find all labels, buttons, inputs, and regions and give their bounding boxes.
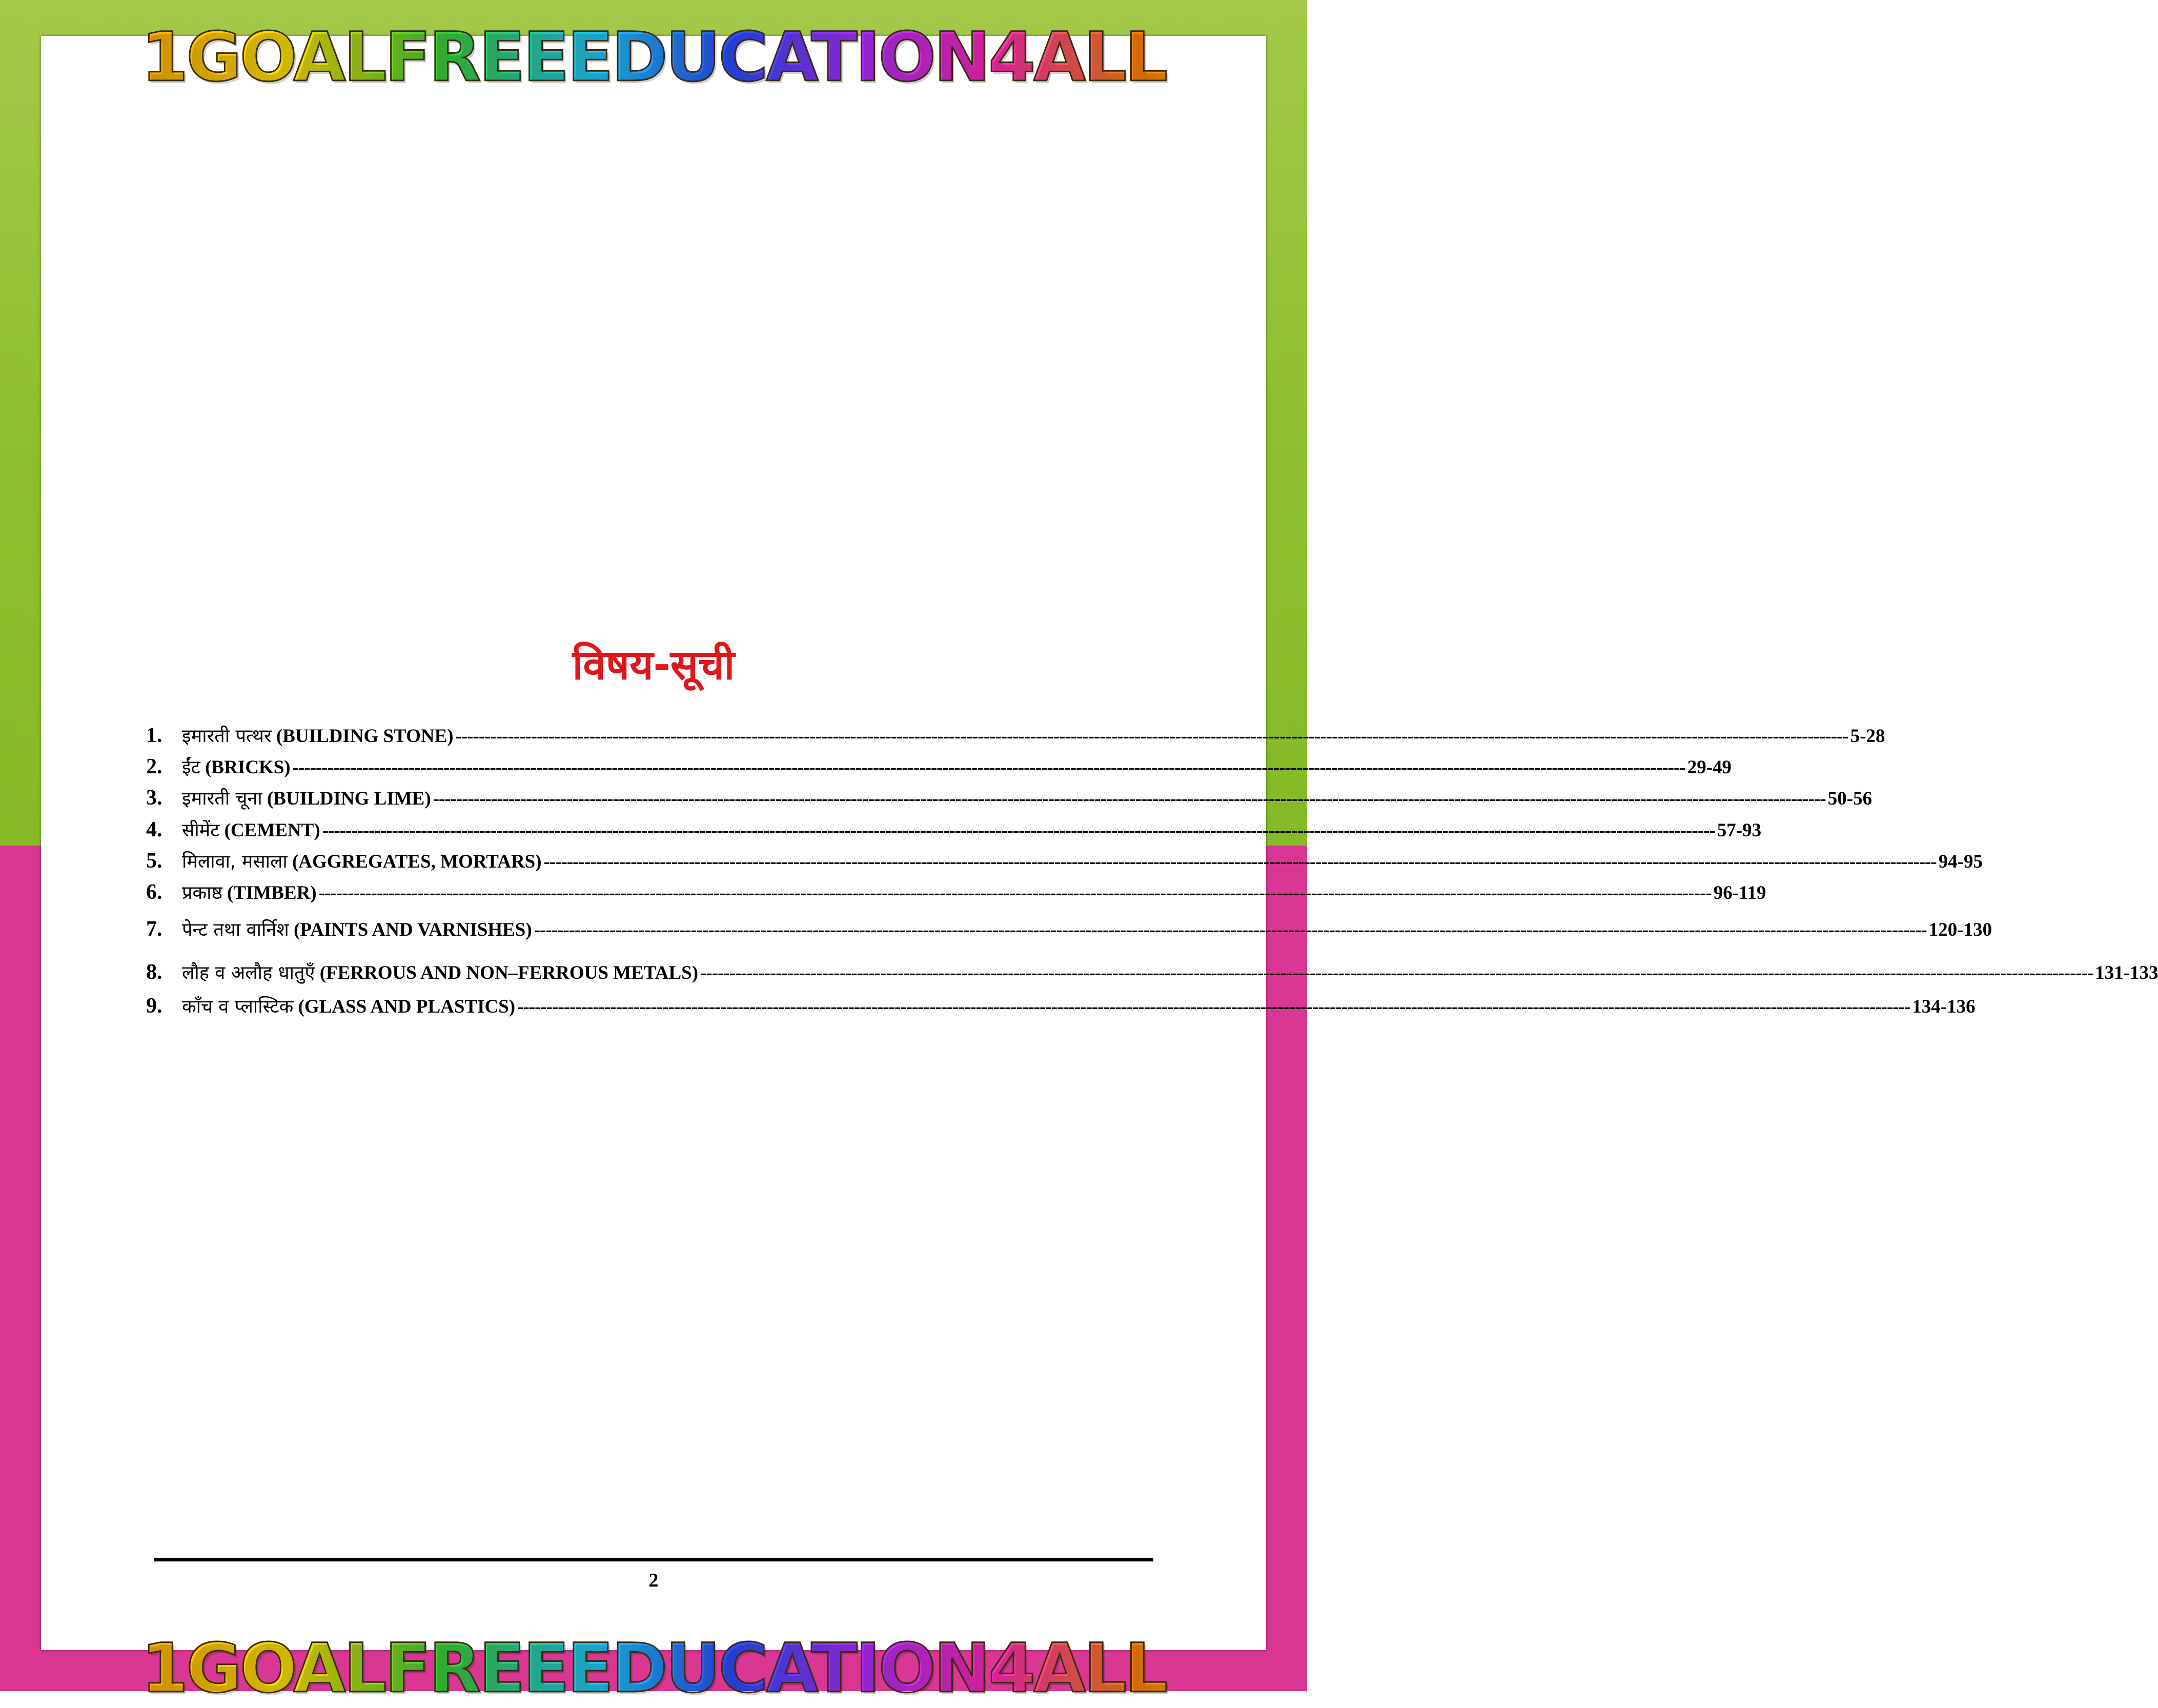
toc-item-number: 9. xyxy=(146,994,162,1018)
toc-item-number: 1. xyxy=(146,724,162,747)
toc-leader-dashes: ------------------------------------------------------------------------------------------------------------------------------------------------------------------------------------------------------------------------------------------------ xyxy=(433,788,1826,809)
toc-leader-dashes: ------------------------------------------------------------------------------------------------------------------------------------------------------------------------------------------------------------------------------------------------ xyxy=(543,851,1937,872)
toc-item-english: (BRICKS) xyxy=(205,757,291,778)
toc-item-title xyxy=(182,993,515,1018)
toc-item-pages: 57-93 xyxy=(1717,820,1762,841)
toc-item-hindi: काँच व प्लास्टिक xyxy=(182,996,294,1017)
toc-item-pages: 131-133 xyxy=(2095,962,2158,983)
toc-item-number: 5. xyxy=(146,849,162,873)
toc-item-pages: 50-56 xyxy=(1827,788,1872,809)
toc-item-title xyxy=(182,959,698,984)
toc-item-number: 2. xyxy=(146,755,162,778)
toc-item xyxy=(146,993,1976,1024)
toc-item-hindi: पेन्ट तथा वार्निश xyxy=(182,919,289,940)
toc-item-hindi: प्रकाष्ठ xyxy=(182,882,222,903)
toc-item xyxy=(146,959,2158,990)
toc-item-title xyxy=(182,723,454,748)
toc-item-pages: 120-130 xyxy=(1928,919,1992,940)
toc-item-english: (FERROUS AND NON–FERROUS METALS) xyxy=(319,962,699,983)
toc-item-english: (BUILDING STONE) xyxy=(276,726,454,747)
toc-item-title xyxy=(182,817,320,842)
toc-item-pages: 134-136 xyxy=(1912,996,1976,1017)
toc-item-title xyxy=(182,916,532,941)
toc-item-english: (PAINTS AND VARNISHES) xyxy=(294,919,532,940)
toc-item-pages: 29-49 xyxy=(1687,757,1732,778)
toc-item xyxy=(146,817,1762,848)
toc-item-english: (TIMBER) xyxy=(227,882,317,903)
toc-leader-dashes: ------------------------------------------------------------------------------------------------------------------------------------------------------------------------------------------------------------------------------------------------ xyxy=(292,757,1685,778)
toc-item-hindi: लौह व अलौह धातुएँ xyxy=(182,962,315,983)
toc-item-english: (BUILDING LIME) xyxy=(267,788,431,809)
toc-leader-dashes: ------------------------------------------------------------------------------------------------------------------------------------------------------------------------------------------------------------------------------------------------ xyxy=(517,996,1910,1017)
page-number: 2 xyxy=(648,1570,659,1591)
toc-item-number: 7. xyxy=(146,917,162,941)
footer-rule xyxy=(154,1558,1153,1561)
toc-item-pages: 94-95 xyxy=(1938,851,1983,872)
toc-item-english: (GLASS AND PLASTICS) xyxy=(298,996,516,1017)
banner-top-logo: 1GOALFREEEDUCATION4ALL xyxy=(0,24,1307,95)
toc-item xyxy=(146,848,1983,879)
toc-item-hindi: ईंट xyxy=(182,757,200,778)
toc-item xyxy=(146,879,1766,910)
toc-item-title xyxy=(182,879,317,904)
toc-item-number: 8. xyxy=(146,960,162,984)
toc-item-number: 6. xyxy=(146,880,162,904)
toc-item-hindi: इमारती चूना xyxy=(182,788,262,809)
toc-item-title xyxy=(182,754,291,779)
toc-item-number: 4. xyxy=(146,818,162,841)
toc-leader-dashes: ------------------------------------------------------------------------------------------------------------------------------------------------------------------------------------------------------------------------------------------------ xyxy=(455,726,1848,747)
toc-item-title xyxy=(182,785,431,810)
toc-item-hindi: मिलावा, मसाला xyxy=(182,851,288,872)
toc-item-english: (AGGREGATES, MORTARS) xyxy=(292,851,542,872)
toc-item xyxy=(146,916,1992,947)
toc-item xyxy=(146,723,1885,753)
toc-item-pages: 96-119 xyxy=(1713,882,1766,903)
toc-item-hindi: इमारती पत्थर xyxy=(182,726,272,747)
toc-leader-dashes: ------------------------------------------------------------------------------------------------------------------------------------------------------------------------------------------------------------------------------------------------ xyxy=(318,882,1712,903)
toc-title: विषय-सूची xyxy=(572,641,735,689)
toc-item-hindi: सीमेंट xyxy=(182,820,220,841)
toc-item xyxy=(146,785,1872,816)
toc-item-pages: 5-28 xyxy=(1850,726,1885,747)
toc-item xyxy=(146,754,1732,785)
toc-leader-dashes: ------------------------------------------------------------------------------------------------------------------------------------------------------------------------------------------------------------------------------------------------ xyxy=(534,919,1927,940)
toc-item-number: 3. xyxy=(146,786,162,810)
toc-item-english: (CEMENT) xyxy=(224,820,320,841)
toc-item-title xyxy=(182,848,542,873)
toc-leader-dashes: ------------------------------------------------------------------------------------------------------------------------------------------------------------------------------------------------------------------------------------------------ xyxy=(322,820,1715,841)
banner-bottom-logo: 1GOALFREEEDUCATION4ALL xyxy=(0,1635,1307,1691)
toc-leader-dashes: ------------------------------------------------------------------------------------------------------------------------------------------------------------------------------------------------------------------------------------------------ xyxy=(700,962,2093,983)
